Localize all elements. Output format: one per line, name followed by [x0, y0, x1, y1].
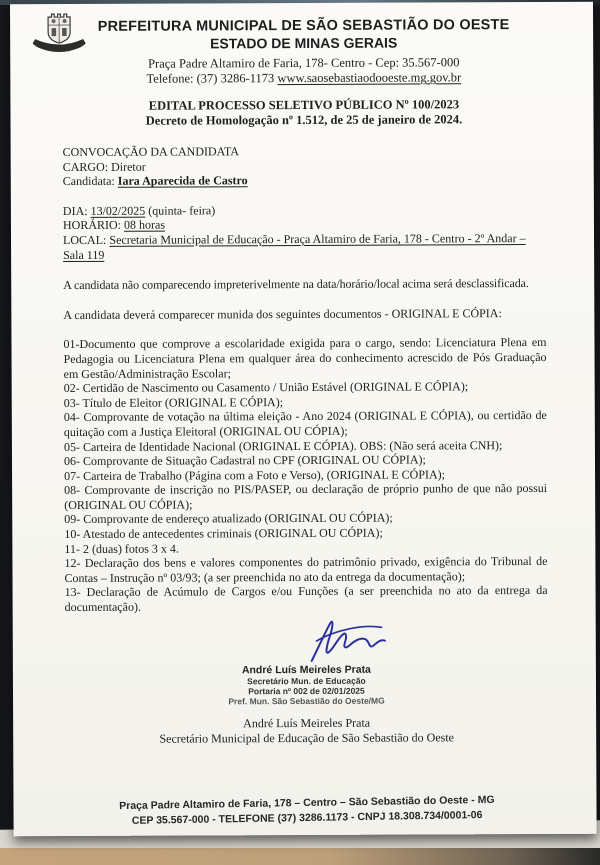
edital-title: EDITAL PROCESSO SELETIVO PÚBLICO Nº 100/2023: [148, 97, 460, 113]
absence-notice: A candidata não comparecendo impreterivelmente na data/horário/local acima será desclassificada.: [63, 276, 529, 293]
location-label: LOCAL:: [63, 232, 107, 248]
convocation-title: CONVOCAÇÃO DA CANDIDATA: [62, 144, 240, 160]
signature-block: [65, 615, 549, 747]
date-value: 13/02/2025: [90, 203, 146, 218]
typed-role: Secretário Municipal de Educação de São Sebastião do Oeste: [159, 729, 455, 746]
typed-name: André Luís Meireles Prata: [243, 715, 371, 730]
document-item: 04- Comprovante de votação na última eleição - Ano 2024 (ORIGINAL E CÓPIA), ou certidão de quitação com a Justiça Eleitoral (ORIGINAL OU CÓPIA);: [63, 408, 547, 439]
document-item: 06- Comprovante de Situação Cadastral no CPF (ORIGINAL OU CÓPIA);: [63, 452, 426, 469]
date-label: DIA:: [62, 203, 88, 218]
typed-signature: [65, 715, 548, 747]
document-item: 13- Declaração de Acúmulo de Cargos e/ou Funções (a ser preenchida no ato da entrega da documentação).: [64, 583, 548, 615]
edital-subtitle: Decreto de Homologação nº 1.512, de 25 de janeiro de 2024.: [145, 112, 463, 128]
cargo-label: CARGO:: [62, 159, 109, 174]
official-stamp: [65, 663, 548, 707]
document-item: 01-Documento que comprove a escolaridade exigida para o cargo, sendo: Licenciatura Plena em Pedagogia ou Licenciatura Plena em qualquer área do conhecimento acrescido de Pós Graduação em Gestão/Administração Escolar;: [63, 335, 547, 381]
document-item: 11- 2 (duas) fotos 3 x 4.: [64, 541, 179, 556]
document-content: [10, 2, 597, 837]
document-item: 08- Comprovante de inscrição no PIS/PASEP, ou declaração de próprio punho de que não possui (ORIGINAL OU CÓPIA);: [64, 481, 548, 512]
org-name: PREFEITURA MUNICIPAL DE SÃO SEBASTIÃO DO OESTE: [97, 17, 510, 35]
header-phone-line: [62, 70, 545, 87]
stamp-role: Secretário Mun. de Educação: [247, 675, 366, 686]
document-item: 09- Comprovante de endereço atualizado (ORIGINAL OU CÓPIA);: [64, 511, 393, 527]
date-weekday: (quinta- feira): [148, 203, 216, 218]
footer-address: Praça Padre Altamiro de Faria, 178 – Centro – São Sebastião do Oeste - MG: [119, 793, 495, 812]
time-label: HORÁRIO:: [62, 218, 122, 233]
time-value: 08 horas: [123, 217, 166, 233]
document-page: [10, 2, 597, 837]
page-footer: [65, 792, 548, 830]
header-address: Praça Padre Altamiro de Faria, 178- Centro - Cep: 35.567-000: [148, 55, 460, 71]
stamp-name: André Luís Meireles Prata: [241, 663, 371, 676]
document-item: 02- Certidão de Nascimento ou Casamento / União Estável (ORIGINAL E CÓPIA);: [63, 379, 469, 396]
desk-surface: [0, 848, 600, 865]
candidate-name: Iara Aparecida de Castro: [117, 173, 248, 188]
candidate-label: Candidata:: [62, 174, 115, 189]
handwritten-signature-icon: [287, 615, 405, 666]
document-items-list: [63, 335, 547, 614]
location-line: [63, 231, 546, 262]
phone-number: Telefone: (37) 3286-1173: [146, 71, 275, 86]
website-link: www.saosebastiaodooeste.mg.gov.br: [277, 70, 462, 86]
footer-contact: CEP 35.567-000 - TELEFONE (37) 3286.1173 - CNPJ 18.308.734/0001-06: [131, 808, 483, 827]
document-item: 05- Carteira de Identidade Nacional (ORIGINAL E CÓPIA). OBS: (Não será aceita CNH);: [63, 437, 503, 454]
cargo-value: Diretor: [111, 159, 146, 174]
state-line: ESTADO DE MINAS GERAIS: [210, 34, 398, 52]
documents-intro: A candidata deverá comparecer munida dos seguintes documentos - ORIGINAL E CÓPIA:: [63, 305, 502, 322]
letterhead: [62, 16, 545, 129]
candidate-line: [63, 172, 546, 189]
convocation-block: [63, 143, 546, 189]
location-value: Secretaria Municipal de Educação - Praça Altamiro de Faria, 178 - Centro - 2º Andar – Sala 119: [63, 230, 526, 262]
schedule-block: [63, 202, 546, 262]
stamp-portaria: Portaria nº 002 de 02/01/2025: [248, 685, 365, 696]
document-item: 03- Título de Eleitor (ORIGINAL E CÓPIA);: [63, 394, 284, 410]
document-item: 07- Carteira de Trabalho (Página com a Foto e Verso), (ORIGINAL E CÓPIA);: [64, 467, 446, 483]
stamp-city: Pref. Mun. São Sebastião do Oeste/MG: [228, 695, 385, 706]
document-item: 10- Atestado de antecedentes criminais (ORIGINAL OU CÓPIA);: [64, 525, 383, 542]
document-item: 12- Declaração dos bens e valores componentes do patrimônio privado, exigência do Tribunal de Contas – Instrução nº 03/93; (a ser preenchida no ato da entrega da documentação);: [64, 554, 548, 585]
